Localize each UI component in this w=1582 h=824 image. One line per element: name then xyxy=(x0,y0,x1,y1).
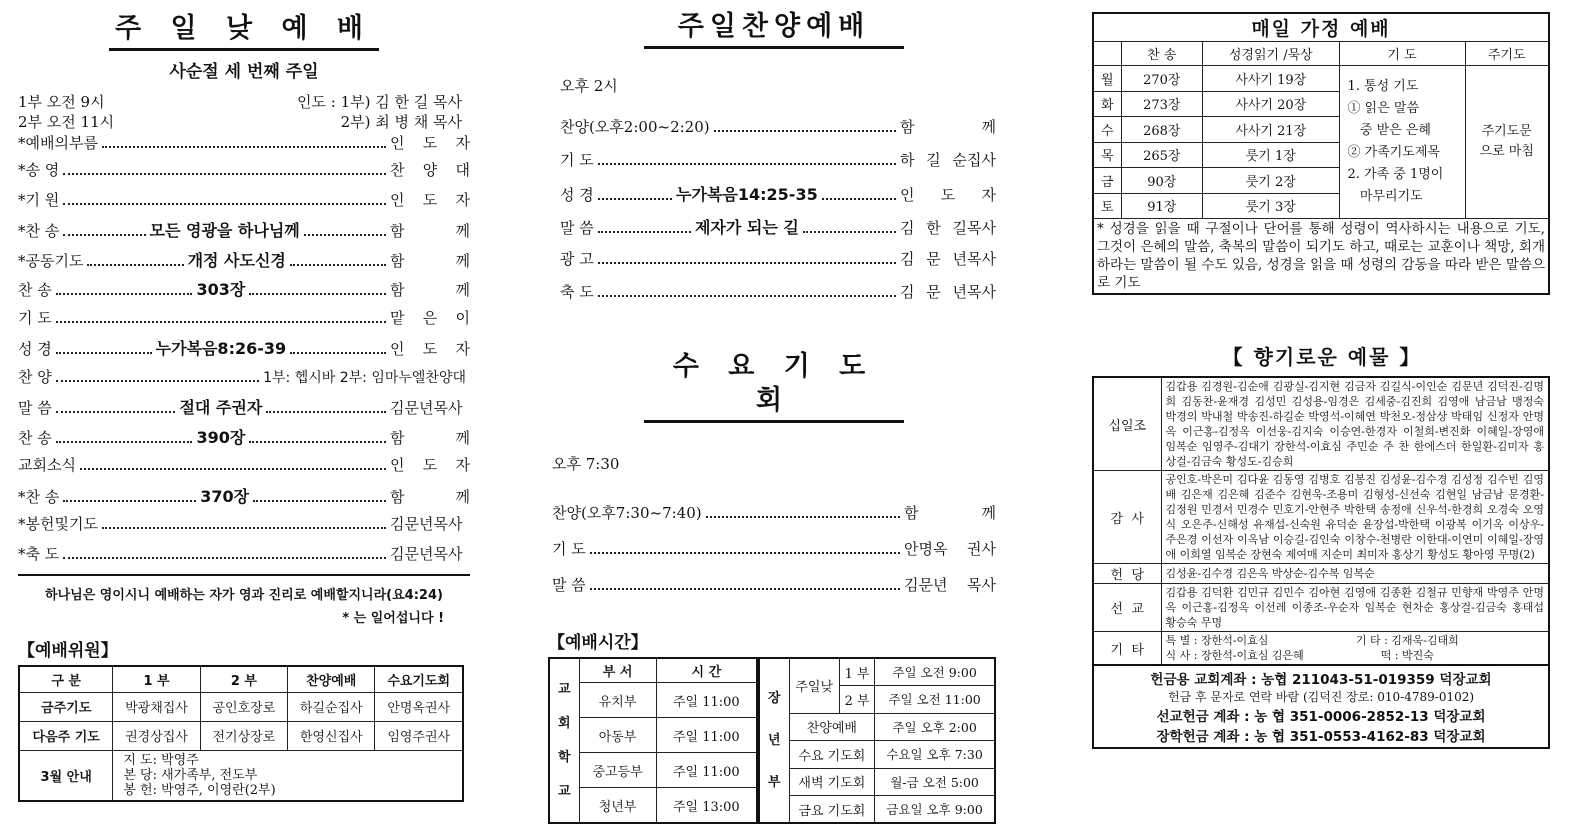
school-time: 주일 13:00 xyxy=(656,788,757,823)
wednesday-order-item xyxy=(552,502,996,538)
school-dept: 아동부 xyxy=(579,718,656,753)
adult-time: 월-금 오전 5:00 xyxy=(875,768,995,796)
order-leader: 인 도 자 xyxy=(390,340,470,358)
adult-part: 2 부 xyxy=(839,686,874,714)
committee-cell: 하길순집사 xyxy=(288,692,375,721)
committee-header: 2 부 xyxy=(200,666,287,692)
order-content: 제자가 되는 길 xyxy=(694,218,799,237)
family-worship-title: 매일 가정 예배 xyxy=(1093,13,1549,42)
order-leader: 하 길 순집사 xyxy=(900,151,996,169)
order-label: *예배의부름 xyxy=(18,134,98,152)
order-leader: 안명옥 권사 xyxy=(904,540,996,558)
order-leader: 김문년목사 xyxy=(390,515,463,533)
leader-dots xyxy=(56,352,152,354)
order-content: 누가복음14:25-35 xyxy=(676,185,818,204)
family-day: 토 xyxy=(1093,193,1121,219)
committee-cell: 안명옥권사 xyxy=(375,692,463,721)
service-time-1: 1부 오전 9시 xyxy=(18,93,105,111)
family-worship-column xyxy=(1092,0,1552,814)
leader-dots xyxy=(290,352,386,354)
order-leader: 찬 양 대 xyxy=(390,161,470,179)
worship-order-item xyxy=(18,277,470,307)
worship-order-item xyxy=(18,425,470,455)
order-leader: 인 도 자 xyxy=(900,186,997,204)
leader-dots xyxy=(56,441,193,443)
family-reading: 사사기 20장 xyxy=(1203,91,1339,117)
family-hymn: 265장 xyxy=(1121,142,1203,168)
order-leader: 인 도 자 xyxy=(390,456,470,474)
order-label: 말 씀 xyxy=(560,219,594,237)
leader-dots xyxy=(590,552,900,554)
leader-dots xyxy=(56,411,176,413)
order-label: 성 경 xyxy=(18,340,52,358)
leader-dots xyxy=(590,588,900,590)
order-label: *송 영 xyxy=(18,161,60,179)
offering-category: 기 타 xyxy=(1093,632,1161,666)
adult-service: 수요 기도회 xyxy=(789,741,875,769)
adult-time: 주일 오전 11:00 xyxy=(875,686,995,714)
order-content: 303장 xyxy=(196,280,246,299)
order-label: 광 고 xyxy=(560,250,594,268)
family-day: 월 xyxy=(1093,66,1121,92)
family-day: 목 xyxy=(1093,142,1121,168)
leader-dots xyxy=(249,441,386,443)
order-label: 말 씀 xyxy=(18,399,52,417)
leader-dots xyxy=(290,264,386,266)
worship-order-item xyxy=(18,159,470,189)
order-label: 찬양(오후7:30~7:40) xyxy=(552,504,702,522)
worship-order-item xyxy=(18,395,470,425)
order-leader: 맡 은 이 xyxy=(390,308,470,327)
praise-order-item xyxy=(560,248,996,281)
leader-dots xyxy=(63,173,386,175)
school-schedule-table xyxy=(548,657,758,824)
leader-dots xyxy=(249,293,386,295)
order-label: *찬 송 xyxy=(18,222,60,240)
leader-dots xyxy=(56,321,386,323)
march-info: 지 도: 박영주 본 당: 새가족부, 전도부 봉 헌: 박영주, 이영란(2부) xyxy=(113,750,463,801)
praise-order-item xyxy=(560,281,996,314)
order-content: 모든 영광을 하나님께 xyxy=(149,221,300,240)
order-leader: 함 께 xyxy=(390,222,470,240)
order-leader: 김문년목사 xyxy=(390,544,463,563)
adult-time: 금요일 오후 9:00 xyxy=(875,796,995,824)
account-note: 헌금 후 문자로 연락 바람 (김덕진 장로: 010-4789-0102) xyxy=(1167,690,1475,704)
family-reading: 룻기 2장 xyxy=(1203,168,1339,194)
account-mission: 선교헌금 계좌 : 농 협 351-0006-2852-13 덕장교회 xyxy=(1156,709,1486,725)
march-label: 3월 안내 xyxy=(19,750,113,801)
family-prayer: 1. 통성 기도 ① 읽은 말씀 중 받은 은혜 ② 가족기도제목 2. 가족 중 1명이 마무리기도 xyxy=(1339,66,1465,219)
worship-order-item xyxy=(18,513,470,543)
order-label: 기 도 xyxy=(18,308,52,327)
family-hymn: 91장 xyxy=(1121,193,1203,219)
order-label: 찬 송 xyxy=(18,428,52,447)
committee-cell: 한영신집사 xyxy=(288,721,375,750)
leader-dots xyxy=(598,262,896,264)
offering-category: 헌 당 xyxy=(1093,564,1161,584)
worship-order-item xyxy=(18,248,470,278)
school-dept: 청년부 xyxy=(579,788,656,823)
leader-dots xyxy=(63,500,196,502)
praise-order-list xyxy=(560,116,996,314)
committee-header: 수요기도회 xyxy=(375,666,463,692)
committee-row-label: 금주기도 xyxy=(19,692,113,721)
committee-cell: 전기상장로 xyxy=(200,721,287,750)
wednesday-prayer-title: 수 요 기 도 회 xyxy=(644,350,904,423)
service-leader-1: 인도 : 1부) 김 한 길 목사 xyxy=(297,93,462,111)
family-hymn: 270장 xyxy=(1121,66,1203,92)
service-time-2: 2부 오전 11시 xyxy=(18,113,115,131)
wednesday-order-item xyxy=(552,574,996,610)
worship-order-item xyxy=(18,218,470,248)
adult-time: 주일 오전 9:00 xyxy=(875,658,995,686)
leader-dots xyxy=(102,527,386,529)
bible-verse: 하나님은 영이시니 예배하는 자가 영과 진리로 예배할지니라(요4:24) xyxy=(45,588,443,603)
order-leader: 함 께 xyxy=(390,487,471,506)
offering-names: 특 별 : 장한석-이효심 기 타 : 김재욱-김태희 식 사 : 장한석-이효심 김은혜 떡 : 박진숙 xyxy=(1161,632,1549,666)
leader-dots xyxy=(714,130,896,132)
leader-dots xyxy=(56,380,259,382)
praise-order-item xyxy=(560,149,996,182)
wednesday-order-list xyxy=(552,502,996,610)
leader-dots xyxy=(598,231,691,233)
schedule-title: 【예배시간】 xyxy=(548,633,648,653)
order-leader: 김문년 목사 xyxy=(904,576,996,594)
order-leader: 김문년목사 xyxy=(390,399,463,417)
committee-cell: 권경상집사 xyxy=(113,721,200,750)
order-label: 축 도 xyxy=(560,283,594,301)
family-reading: 룻기 1장 xyxy=(1203,142,1339,168)
leader-dots xyxy=(803,231,896,233)
order-label: 찬양(오후2:00~2:20) xyxy=(560,118,710,136)
worship-order-item xyxy=(18,366,470,396)
offering-names: 공인호-박은미 김다윤 김동영 김병호 김봉진 김성윤-김수경 김성정 김수빈 김영배 김은재 김은혜 김준수 김현욱-조용미 김형성-신선숙 김현일 남금남 문경환-김정원 민경서 민경수 민호기-안현주 박한택 송정애 신우석-한경희 오경숙 오영식 오은주-신해성 유재섭-신숙원 유덕순 윤장섭-박한택 이광복 이기옥 이상우-주은경 이선자 이옥남 이승길-김인숙 이창수-천병란 이한대-이연미 이혜일-장영애 이희열 임복순 장현숙 제여매 지순미 최미자 홍상기 황성도 황아영 무명(2) xyxy=(1161,471,1549,564)
adult-service: 찬양예배 xyxy=(789,713,875,741)
leader-dots xyxy=(87,264,183,266)
leader-dots xyxy=(598,198,672,200)
committee-title: 【예배위원】 xyxy=(18,641,118,661)
committee-table xyxy=(18,665,464,802)
adult-time: 수요일 오후 7:30 xyxy=(875,741,995,769)
school-time: 주일 11:00 xyxy=(656,682,757,717)
family-hymn: 273장 xyxy=(1121,91,1203,117)
committee-cell: 공인호장로 xyxy=(200,692,287,721)
order-leader: 함 께 xyxy=(900,118,996,136)
leader-dots xyxy=(822,198,896,200)
order-content: 370장 xyxy=(200,486,250,506)
adult-service: 새벽 기도회 xyxy=(789,768,875,796)
school-header: 부 서 xyxy=(579,658,656,682)
school-time: 주일 11:00 xyxy=(656,718,757,753)
adult-service: 금요 기도회 xyxy=(789,796,875,824)
offering-names: 김성윤-김수경 김은옥 박상순-김수복 임복순 xyxy=(1161,564,1549,584)
offering-table xyxy=(1092,376,1550,666)
praise-order-item xyxy=(560,215,996,248)
leader-dots xyxy=(102,146,386,148)
service-leader-2: 2부) 최 병 채 목사 xyxy=(340,113,462,131)
family-header xyxy=(1093,42,1121,66)
family-day: 금 xyxy=(1093,168,1121,194)
order-label: *봉헌및기도 xyxy=(18,515,98,533)
order-label: *기 원 xyxy=(18,190,60,209)
order-leader: 함 께 xyxy=(390,281,471,299)
worship-order-item xyxy=(18,189,470,219)
committee-row-label: 다음주 기도 xyxy=(19,721,113,750)
family-header: 성경읽기 /묵상 xyxy=(1203,42,1339,66)
family-reading: 사사기 21장 xyxy=(1203,117,1339,143)
account-scholarship: 장학헌금 계좌 : 농 협 351-0553-4162-83 덕장교회 xyxy=(1156,729,1486,745)
worship-order-item xyxy=(18,454,470,484)
stand-note: * 는 일어섭니다 ! xyxy=(342,611,444,626)
adult-label: 장 년 부 xyxy=(759,658,789,823)
leader-dots xyxy=(63,234,145,236)
order-label: 찬 양 xyxy=(18,367,52,386)
committee-cell: 임영주권사 xyxy=(375,721,463,750)
order-label: 교회소식 xyxy=(18,456,76,474)
adult-schedule-table xyxy=(758,657,996,824)
family-hymn: 268장 xyxy=(1121,117,1203,143)
family-day: 수 xyxy=(1093,117,1121,143)
order-leader: 함 께 xyxy=(390,251,470,270)
school-header: 시 간 xyxy=(656,658,757,682)
order-content: 1부: 헵시바 2부: 임마누엘찬양대 xyxy=(263,369,466,386)
leader-dots xyxy=(598,163,896,165)
praise-service-time: 오후 2시 xyxy=(560,77,618,95)
order-leader: 함 께 xyxy=(904,504,996,522)
order-label: 찬 송 xyxy=(18,281,52,299)
leader-dots xyxy=(56,293,193,295)
leader-dots xyxy=(706,516,900,518)
school-label: 교 회 학 교 xyxy=(549,658,579,823)
leader-dots xyxy=(63,557,386,559)
family-day: 화 xyxy=(1093,91,1121,117)
family-hymn: 90장 xyxy=(1121,168,1203,194)
praise-order-item xyxy=(560,116,996,149)
order-leader: 김 한 길목사 xyxy=(900,219,997,237)
wednesday-time: 오후 7:30 xyxy=(552,455,620,473)
committee-header: 찬양예배 xyxy=(288,666,375,692)
order-content: 개정 사도신경 xyxy=(187,250,286,270)
order-label: *축 도 xyxy=(18,544,60,563)
family-worship-table xyxy=(1092,12,1550,295)
worship-order-item xyxy=(18,484,470,514)
order-content: 390장 xyxy=(196,427,246,447)
committee-header: 구 분 xyxy=(19,666,113,692)
family-reading: 룻기 3장 xyxy=(1203,193,1339,219)
order-label: 기 도 xyxy=(560,151,594,169)
lords-prayer: 주기도문으로 마침 xyxy=(1465,66,1549,219)
praise-service-column xyxy=(548,0,1000,819)
adult-part: 1 부 xyxy=(839,658,874,686)
adult-service: 주일낮 xyxy=(789,658,839,713)
leader-dots xyxy=(63,203,386,205)
leader-dots xyxy=(80,468,386,470)
leader-dots xyxy=(304,234,386,236)
order-label: 기 도 xyxy=(552,540,586,558)
account-main: 헌금용 교회계좌 : 농협 211043-51-019359 덕장교회 xyxy=(1150,672,1492,688)
order-label: 말 씀 xyxy=(552,576,586,594)
family-reading: 사사기 19장 xyxy=(1203,66,1339,92)
wednesday-order-item xyxy=(552,538,996,574)
school-time: 주일 11:00 xyxy=(656,753,757,788)
school-dept: 유치부 xyxy=(579,682,656,717)
offering-category: 감 사 xyxy=(1093,471,1161,564)
order-label: 성 경 xyxy=(560,186,594,204)
order-label: *공동기도 xyxy=(18,251,84,270)
order-content: 누가복음8:26-39 xyxy=(155,339,287,358)
offering-names: 김갑용 김경원-김순애 김광실-김지현 김금자 김길식-이인순 김문년 김덕진-김명희 김동찬-윤재경 김성민 김성용-임경은 김세중-김진희 김영애 남금남 맹정숙 박경의 박내철 박송진-하길순 박영석-이혜연 박천오-정삼상 박태임 신정자 안명옥 이근홍-김정옥 이선웅-김지숙 이승연-한경자 이철희-변진화 이혜일-장영애 임복순 임영주-김대기 장한석-이효심 주민순 주 찬 한에스더 한일환-김미자 홍상걸-김금숙 황성도-김승희 xyxy=(1161,377,1549,471)
praise-order-item xyxy=(560,182,996,215)
order-leader: 함 께 xyxy=(390,428,471,447)
worship-order-item xyxy=(18,132,470,159)
leader-dots xyxy=(253,500,386,502)
order-leader: 인 도 자 xyxy=(390,134,470,152)
worship-order-item xyxy=(18,307,470,337)
committee-cell: 박광채집사 xyxy=(113,692,200,721)
schedule-tables xyxy=(548,657,1000,824)
school-dept: 중고등부 xyxy=(579,753,656,788)
family-header: 기 도 xyxy=(1339,42,1465,66)
sunday-service-column xyxy=(18,0,470,814)
order-leader: 김 문 년목사 xyxy=(900,250,996,268)
worship-order-item xyxy=(18,336,470,366)
offering-title: 【 향기로운 예물 】 xyxy=(1222,345,1422,369)
order-label: *찬 송 xyxy=(18,487,60,506)
praise-service-title: 주일찬양예배 xyxy=(644,10,904,49)
committee-header: 1 부 xyxy=(113,666,200,692)
order-leader: 김 문 년목사 xyxy=(900,283,996,301)
account-box xyxy=(1092,666,1550,749)
offering-category: 십일조 xyxy=(1093,377,1161,471)
family-worship-note: * 성경을 읽을 때 구절이나 단어를 통해 성령이 역사하시는 내용으로 기도, 그것이 은혜의 말씀, 축복의 말씀이 되기도 하고, 때로는 교훈이나 책망, 회개하라는 말씀이 될 수도 있음, 성경을 읽을 때 성령의 감동을 따라 받은 말씀으로 기도 xyxy=(1093,219,1549,295)
order-leader: 인 도 자 xyxy=(390,190,470,209)
family-header: 찬 송 xyxy=(1121,42,1203,66)
offering-category: 선 교 xyxy=(1093,584,1161,632)
adult-time: 주일 오후 2:00 xyxy=(875,713,995,741)
sunday-service-title: 주 일 낮 예 배 xyxy=(109,12,379,51)
worship-order-list xyxy=(18,132,470,576)
offering-names: 김갑용 김덕환 김민규 김민수 김아현 김영애 김종환 김철규 민향재 박영주 안명옥 이근홍-김정옥 이선레 이종조-우순자 임복순 현차순 홍상걸-김금숙 홍태섭 황승숙 무명 xyxy=(1161,584,1549,632)
service-subtitle: 사순절 세 번째 주일 xyxy=(169,62,319,82)
leader-dots xyxy=(598,295,896,297)
worship-order-item xyxy=(18,543,470,573)
family-header: 주기도 xyxy=(1465,42,1549,66)
order-content: 절대 주권자 xyxy=(179,398,263,417)
leader-dots xyxy=(266,411,386,413)
